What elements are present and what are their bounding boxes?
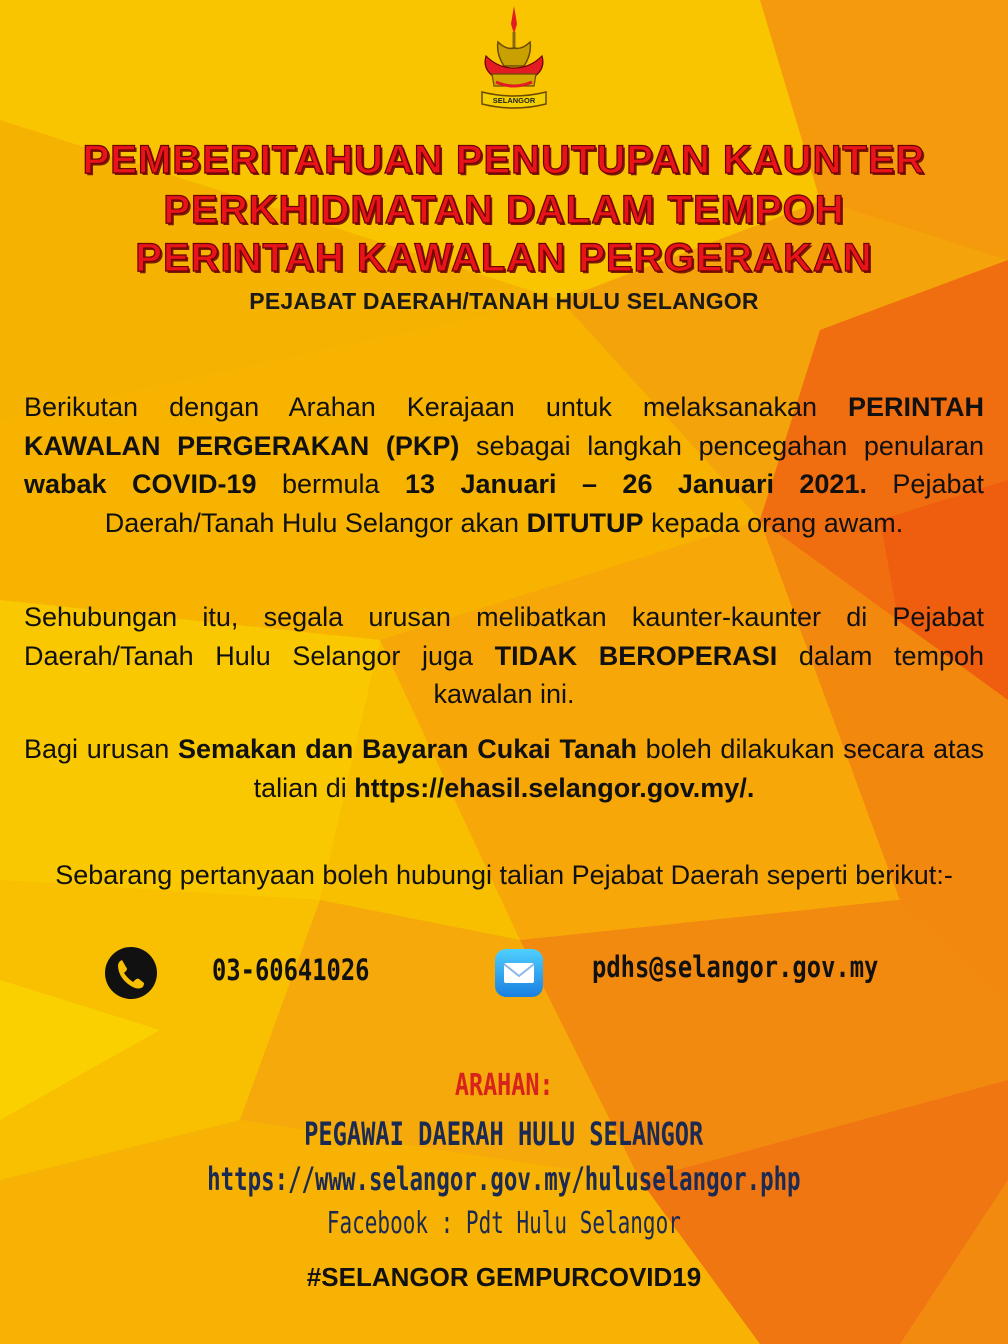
arahan-label: ARAHAN: <box>454 1068 554 1103</box>
title-line-3: PERINTAH KAWALAN PERGERAKAN <box>135 236 873 280</box>
notice-paragraph-1: Berikutan dengan Arahan Kerajaan untuk melaksanakan PERINTAH KAWALAN PERGERAKAN (PKP) sebagai langkah pencegahan penularan wabak COVID-19 bermula 13 Januari – 26 Januari 2021. Pejabat Daerah/Tanah Hulu Selangor akan DITUTUP kepada orang awam. <box>24 392 984 538</box>
subtitle-office: PEJABAT DAERAH/TANAH HULU SELANGOR <box>249 288 759 314</box>
notice-paragraph-4: Sebarang pertanyaan boleh hubungi talian Pejabat Daerah seperti berikut:- <box>55 860 953 890</box>
officer-name: PEGAWAI DAERAH HULU SELANGOR <box>304 1115 704 1153</box>
ehasil-link[interactable]: https://ehasil.selangor.gov.my/. <box>354 772 755 803</box>
website-link[interactable]: https://www.selangor.gov.my/huluselangor.php <box>207 1160 801 1198</box>
mail-icon <box>494 948 544 998</box>
selangor-crest-logo <box>474 4 554 116</box>
phone-icon <box>104 946 158 1000</box>
notice-paragraph-3: Bagi urusan Semakan dan Bayaran Cukai Tanah boleh dilakukan secara atas talian di https://ehasil.selangor.gov.my/. <box>24 734 984 803</box>
svg-text:SELANGOR: SELANGOR <box>492 96 536 105</box>
hashtag: #SELANGOR GEMPURCOVID19 <box>306 1262 702 1292</box>
email-address[interactable]: pdhs@selangor.gov.my <box>592 950 879 984</box>
facebook-page[interactable]: Facebook : Pdt Hulu Selangor <box>326 1206 681 1241</box>
notice-paragraph-2: Sehubungan itu, segala urusan melibatkan kaunter-kaunter di Pejabat Daerah/Tanah Hulu Selangor juga TIDAK BEROPERASI dalam tempoh kawalan ini. <box>24 602 984 709</box>
phone-number[interactable]: 03-60641026 <box>212 953 370 987</box>
title-line-2: PERKHIDMATAN DALAM TEMPOH <box>163 188 845 232</box>
title-line-1: PEMBERITAHUAN PENUTUPAN KAUNTER <box>82 138 926 182</box>
